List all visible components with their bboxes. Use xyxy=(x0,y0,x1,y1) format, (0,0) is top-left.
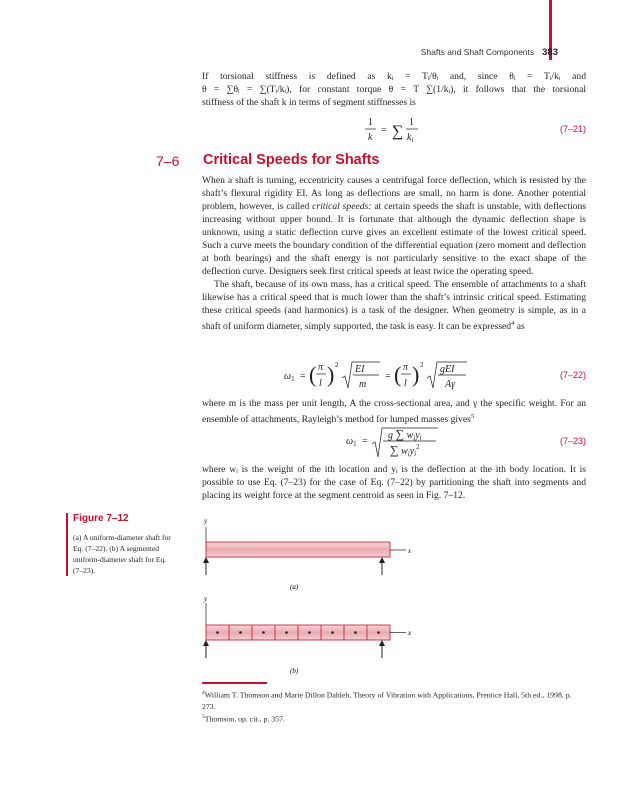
axis-y-label-b: y xyxy=(204,595,208,603)
para2-text: The shaft, because of its own mass, has a critical speed. The ensemble of attachments to a shaft likewise has a critical speed that is much lower than the shaft’s intrinsic critical speed. Estimating these critical speeds (and harmonics) is a task of the designer. When geometry is simple, as in a shaft of uniform diameter, simply supported, the task is easy. It can be expressed xyxy=(202,279,586,333)
section-number: 7–6 xyxy=(156,153,180,169)
centroid-dot xyxy=(377,631,380,634)
running-header xyxy=(421,47,558,58)
centroid-dot xyxy=(216,631,219,634)
eq22-EI1: EI xyxy=(355,364,365,375)
para1-text-b: at certain speeds the shaft is unstable, with deflections increasing without upper bound. It is fortunate that although the dynamic deflection shape is unknown, using a static deflection curve gives an excellent estimate of the lowest critical speed. Such a curve meets the boundary condition of the differential equation (zero moment and deflection at both bearings) and the shaft energy is not particularly sensitive to the exact shape of the deflection curve. Designers seek first critical speeds at least twice the operating speed. xyxy=(202,201,587,277)
eq22-eq1: = xyxy=(300,371,306,382)
eq22-l2: l xyxy=(404,378,407,389)
footnote-ref-5: 5 xyxy=(470,413,475,420)
para2-tail: as xyxy=(514,321,525,333)
eq22-rparen2: ) xyxy=(412,362,420,387)
eq22-m: m xyxy=(359,379,367,390)
section-title: Critical Speeds for Shafts xyxy=(203,152,380,168)
footnote-ref-4: 4 xyxy=(511,320,515,327)
intro-line-1: If torsional stiffness is defined as kᵢ = Tᵢ/θᵢ and, since θᵢ = Tᵢ/kᵢ and xyxy=(202,71,586,82)
eq22-sq2: 2 xyxy=(420,361,424,369)
paragraph-shaft-mass xyxy=(202,278,586,333)
eq21-equals: = xyxy=(381,125,387,136)
eq-7-21-number: (7–21) xyxy=(559,124,586,134)
eq22-pi1: π xyxy=(318,362,324,373)
eq23-numer: g ∑ $w_iy_i$ xyxy=(388,427,422,442)
equation-7-23-formula xyxy=(202,424,522,462)
equation-7-23 xyxy=(202,424,586,460)
figure-part-a xyxy=(203,517,412,591)
intro-line-3: stiffness of the shaft k in terms of segment stiffnesses is xyxy=(202,97,416,108)
equation-7-22 xyxy=(202,358,586,394)
eq23-denom: ∑ $w_iy_i^2$ xyxy=(390,443,420,458)
para1-emphasis: critical speeds: xyxy=(312,201,372,212)
eq22-lparen1: ( xyxy=(309,362,317,387)
label-b: (b) xyxy=(290,667,299,675)
eq23-eq: = xyxy=(362,436,368,447)
eq-7-22-number: (7–22) xyxy=(559,370,586,380)
paragraph-partitioning: where wᵢ is the weight of the ith location and yᵢ is the deflection at the ith body location. It is possible to use Eq. (7–23) for the case of Eq. (7–22) by partitioning the shaft into segments and placing its weight force at the segment centroid as seen in Fig. 7–12. xyxy=(202,464,586,501)
figure-part-b xyxy=(203,595,412,675)
equation-7-22-formula xyxy=(202,358,522,396)
body-text-2 xyxy=(202,397,586,426)
footnote-5-text: Thomson, op. cit., p. 357. xyxy=(204,714,285,724)
footnote-4-number: 4 xyxy=(202,690,205,696)
para3-text: where m is the mass per unit length, A the cross-sectional area, and γ the specific weight. For an ensemble of attachments, Rayleigh’s method for lumped masses gives xyxy=(202,398,586,426)
footnote-4-text: William T. Thomson and Marie Dillon Dahleh, Theory of Vibration with Applications, Prentice Hall, 5th ed., 1998, p. 273. xyxy=(202,690,572,711)
running-title: Shafts and Shaft Components xyxy=(420,47,535,57)
centroid-dot xyxy=(285,631,288,634)
figure-caption: (a) A uniform-diameter shaft for Eq. (7–22). (b) A segmented uniform-diameter shaft for Eq. (7–23). xyxy=(73,533,171,575)
eq21-num-1: 1 xyxy=(368,117,373,128)
equation-7-21-formula xyxy=(202,114,502,146)
eq21-den-k: k xyxy=(368,132,373,143)
eq22-rparen1: ) xyxy=(327,362,335,387)
axis-x-label-a: x xyxy=(408,547,412,555)
figure-label xyxy=(66,513,173,576)
footnote-5 xyxy=(202,712,586,725)
eq22-l1: l xyxy=(319,378,322,389)
axis-y-label-a: y xyxy=(204,517,208,525)
footnote-5-number: 5 xyxy=(202,714,205,720)
footnote-rule xyxy=(202,682,267,684)
eq22-Agamma: Aγ xyxy=(445,379,456,390)
centroid-dot xyxy=(331,631,334,634)
centroid-dot xyxy=(239,631,242,634)
page-number: 383 xyxy=(542,47,558,58)
axis-x-label-b: x xyxy=(408,629,412,637)
eq-7-23-number: (7–23) xyxy=(559,436,586,446)
body-text-1 xyxy=(202,174,586,333)
eq21-num-2: 1 xyxy=(409,117,414,128)
eq22-gEI: gEI xyxy=(440,364,455,375)
eq22-sq1: 2 xyxy=(335,361,339,369)
intro-line-2: θ = ∑θᵢ = ∑(Tᵢ/kᵢ), for constant torque θ = T ∑(1/kᵢ), it follows that the torsional xyxy=(202,84,586,95)
intro-paragraph xyxy=(202,70,586,109)
eq22-lparen2: ( xyxy=(394,362,402,387)
centroid-dot xyxy=(308,631,311,634)
label-a: (a) xyxy=(290,583,299,591)
eq22-eq2: = xyxy=(385,371,391,382)
paragraph-critical-speeds xyxy=(202,174,586,278)
paragraph-rayleigh xyxy=(202,397,586,426)
eq21-sum: ∑ xyxy=(392,123,404,140)
centroid-dot xyxy=(354,631,357,634)
eq22-pi2: π xyxy=(403,362,409,373)
figure-7-12-drawing xyxy=(196,513,426,678)
figure-title: Figure 7–12 xyxy=(73,513,129,524)
uniform-shaft xyxy=(206,542,390,557)
eq21-den-ki: $k_i$ xyxy=(407,132,414,144)
eq22-omega: $\omega_1$ xyxy=(284,371,295,383)
equation-7-21 xyxy=(202,114,586,146)
footnote-4 xyxy=(202,688,586,712)
para1-text-a: When a shaft is turning, eccentricity causes a centrifugal force deflection, which is resisted by the shaft’s flexural rigidity EI. As long as deflections are small, no harm is done. Another potential problem, however, is called xyxy=(202,175,586,212)
body-text-3 xyxy=(202,463,586,502)
eq23-omega: $\omega_1$ xyxy=(346,436,357,448)
centroid-dot xyxy=(262,631,265,634)
